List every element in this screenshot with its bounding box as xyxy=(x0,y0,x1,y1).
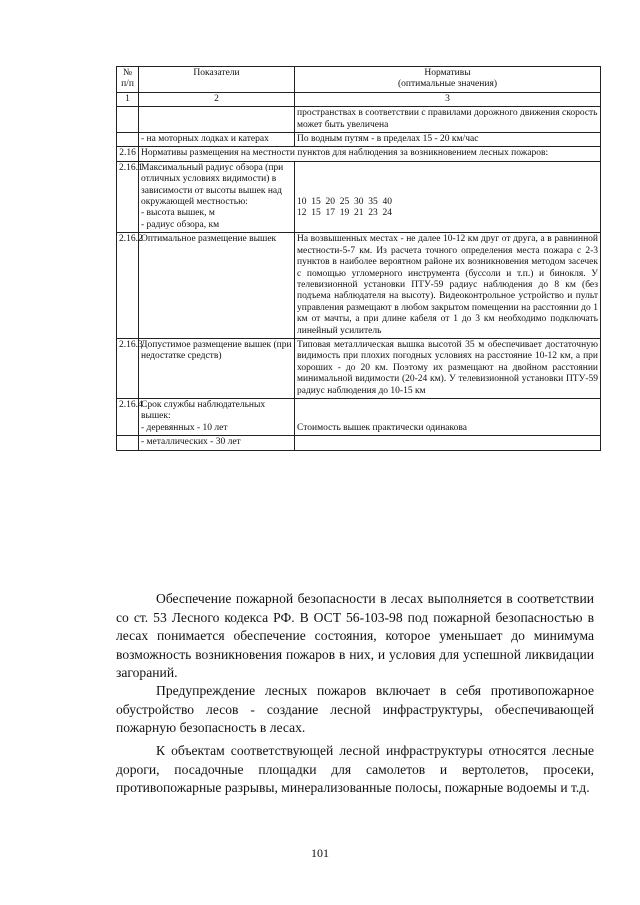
tower-heights: 10 15 20 25 30 35 40 xyxy=(297,196,392,207)
cell-number: 2.16.2 xyxy=(117,233,139,339)
table-row-2-16-3 xyxy=(117,338,601,398)
header-norms-title: Нормативы xyxy=(424,68,471,78)
table-row-metal xyxy=(117,436,601,450)
column-number-3: 3 xyxy=(295,92,601,106)
header-norms-subtitle: (оптимальные значения) xyxy=(398,79,497,90)
column-number-1: 1 xyxy=(117,92,139,106)
paragraph-infrastructure: К объектам соответствующей лесной инфраструктуры относятся лесные дороги, посадочные площадки для самолетов и вертолетов, просеки, противопожарные разрывы, минерализованные полосы, пожарные водоемы и т.д. xyxy=(116,743,594,796)
cell-empty xyxy=(117,133,139,147)
paragraph-prevention: Предупреждение лесных пожаров включает в себя противопожарное обустройство лесов - создание лесной инфраструктуры, обеспечивающей пожарную безопасность в лесах. xyxy=(116,683,594,736)
cell-number: 2.16.4 xyxy=(117,398,139,435)
cell-section-title: Нормативы размещения на местности пунктов для наблюдения за возникновением лесных пожаров: xyxy=(139,147,601,161)
table-row-continuation xyxy=(117,107,601,133)
cell-number: 2.16.3 xyxy=(117,338,139,398)
indicator-height: - высота вышек, м xyxy=(141,208,215,219)
header-indicators: Показатели xyxy=(139,67,295,93)
header-norms xyxy=(295,67,601,93)
cell-indicator: Допустимое размещение вышек (при недостатке средств) xyxy=(139,338,295,398)
cell-empty xyxy=(295,436,601,450)
spacer xyxy=(297,163,598,197)
cell-norm: пространствах в соответствии с правилами дорожного движения скорость может быть увеличена xyxy=(295,107,601,133)
table-row-2-16-4 xyxy=(117,398,601,435)
table-row-2-16-1 xyxy=(117,161,601,232)
table-row-boats xyxy=(117,133,601,147)
column-numbers-row xyxy=(117,92,601,106)
cell-indicator: Оптимальное размещение вышек xyxy=(139,233,295,339)
cell-norm: На возвышенных местах - не далее 10-12 км друг от друга, а в равнинной местности-5-7 км. Из расчета точного определения места пожара с 2-3 пунктов в наиболее вероятном районе их возникновения методом засечек с помощью угломерного инструмента (буссоли и т.п.) и бинокля. У телевизионной установки ПТУ-59 радиус наблюдения до 8 км (без подъема наблюдателя на высоту). Видеоконтрольное устройство и пульт управления размещают в любом закрытом помещении на расстоянии до 1 км от мачты, а при длине кабеля от 1 до 3 км необходимо подключать линейный усилитель xyxy=(295,233,601,339)
cell-indicator: - металлических - 30 лет xyxy=(139,436,295,450)
table-row-2-16-2 xyxy=(117,233,601,339)
page-number: 101 xyxy=(311,846,329,860)
header-row xyxy=(117,67,601,93)
view-radii: 12 15 17 19 21 23 24 xyxy=(297,208,392,219)
column-number-2: 2 xyxy=(139,92,295,106)
cell-indicator: - на моторных лодках и катерах xyxy=(139,133,295,147)
cell-empty xyxy=(139,107,295,133)
cell-indicator xyxy=(139,161,295,232)
header-number: № п/п xyxy=(117,67,139,93)
cell-number: 2.16 xyxy=(117,147,139,161)
cell-norm xyxy=(295,161,601,232)
cell-norm: Стоимость вышек практически одинакова xyxy=(295,398,601,435)
indicator-main: Срок службы наблюдательных вышек: xyxy=(141,399,266,422)
cell-number: 2.16.1 xyxy=(117,161,139,232)
cell-empty xyxy=(117,107,139,133)
paragraph-fire-safety: Обеспечение пожарной безопасности в лесах выполняется в соответствии со ст. 53 Лесного кодекса РФ. В ОСТ 56-103-98 под пожарной безопасностью в лесах понимается обеспечение состояния, которое уменьшает до минимума возможность возникновения пожаров в них, и условия для успешной ликвидации загораний. xyxy=(116,591,594,681)
cell-norm: По водным путям - в пределах 15 - 20 км/час xyxy=(295,133,601,147)
cell-norm: Типовая металлическая вышка высотой 35 м обеспечивает достаточную видимость при плохих погодных условиях на расстояние 10-12 км, а при хороших - до 20 км. Поэтому их размещают на двойном расстоянии минимальной видимости (20-24 км). У телевизионной установки ПТУ-59 радиус наблюдения до 10-15 км xyxy=(295,338,601,398)
cell-empty xyxy=(117,436,139,450)
cell-indicator xyxy=(139,398,295,435)
indicator-main: Максимальный радиус обзора (при отличных условиях видимости) в зависимости от высоты вышек над окружающей местностью: xyxy=(141,162,284,208)
indicator-radius: - радиус обзора, км xyxy=(141,219,220,230)
table-row-2-16 xyxy=(117,147,601,161)
norms-table xyxy=(116,66,601,451)
indicator-wood: - деревянных - 10 лет xyxy=(141,422,228,433)
